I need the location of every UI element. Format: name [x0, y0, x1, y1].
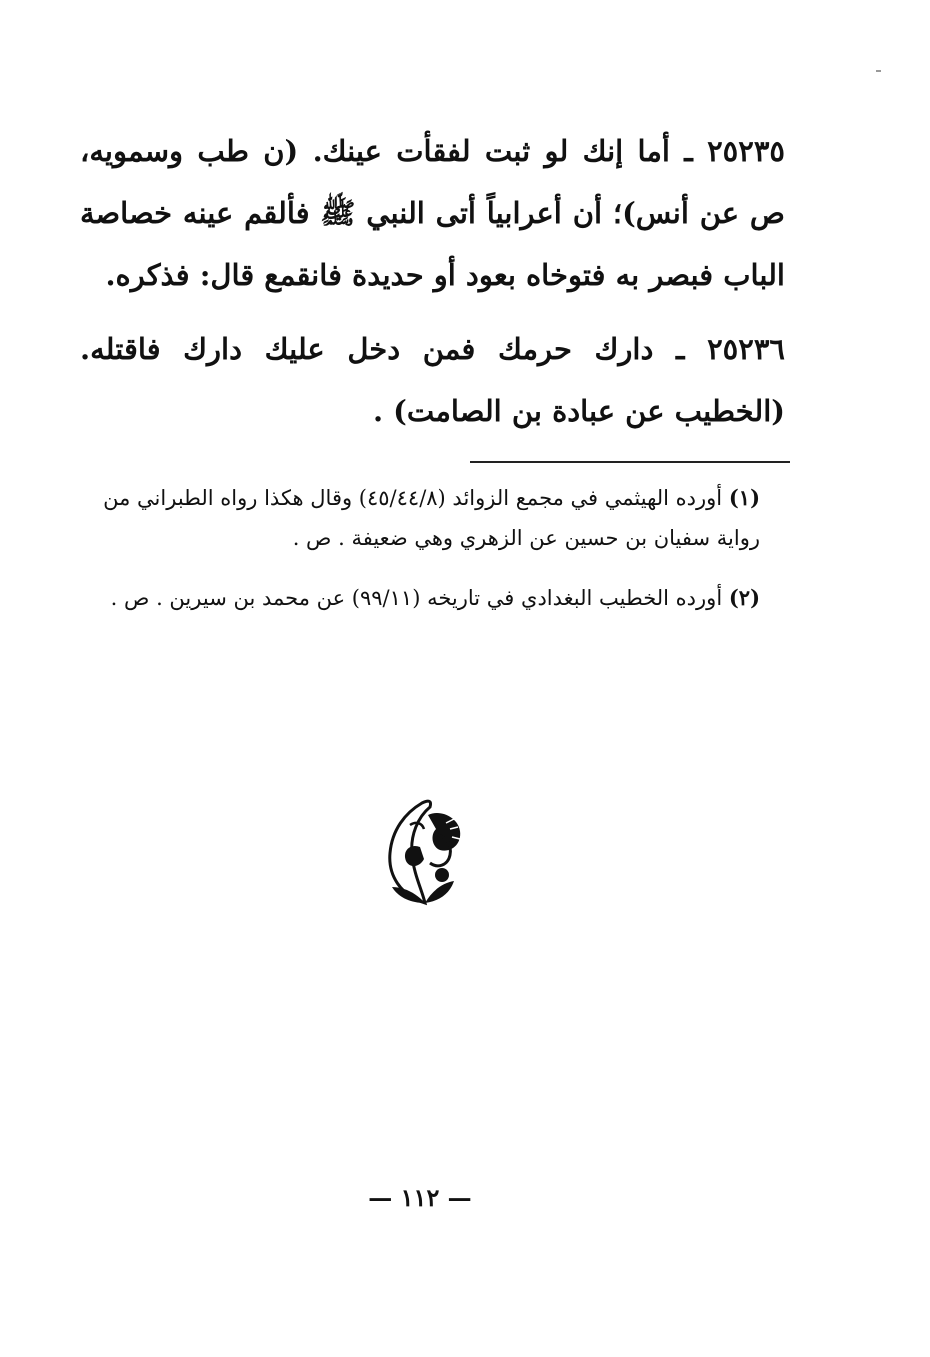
hadith-text: أما إنك لو ثبت لفقأت عينك. (ن طب وسمويه، ص عن أنس)؛ أن أعرابياً أتى النبي ﷺ فألقم عينه خصاصة الباب فبصر به فتوخاه بعود أو حديدة فانقمع قال: فذكره. [80, 134, 785, 292]
footnote-separator [470, 461, 790, 463]
footnote-marker: (١) [728, 485, 760, 510]
footnote-text: أورده الهيثمي في مجمع الزوائد (٤٥/٤٤/٨) وقال هكذا رواه الطبراني من رواية سفيان بن حسين عن الزهري وهي ضعيفة . ص . [103, 486, 760, 550]
hadith-number: ٢٥٢٣٥ [707, 134, 785, 168]
footnote [80, 578, 760, 618]
footnote [80, 478, 760, 558]
footnote-marker: (٢) [728, 585, 760, 610]
floral-ornament-icon [380, 795, 470, 910]
scan-speck [876, 70, 881, 72]
hadith-dash: ـ [684, 134, 693, 168]
hadith-entry [80, 120, 785, 306]
hadith-entry [80, 318, 785, 442]
hadith-text: دارك حرمك فمن دخل عليك دارك فاقتله. (الخطيب عن عبادة بن الصامت) . [80, 332, 785, 428]
page-number: — ١١٢ — [368, 1183, 472, 1212]
hadith-number: ٢٥٢٣٦ [707, 332, 785, 366]
footnote-text: أورده الخطيب البغدادي في تاريخه (٩٩/١١) عن محمد بن سيرين . ص . [110, 586, 723, 610]
hadith-dash: ـ [676, 332, 685, 366]
